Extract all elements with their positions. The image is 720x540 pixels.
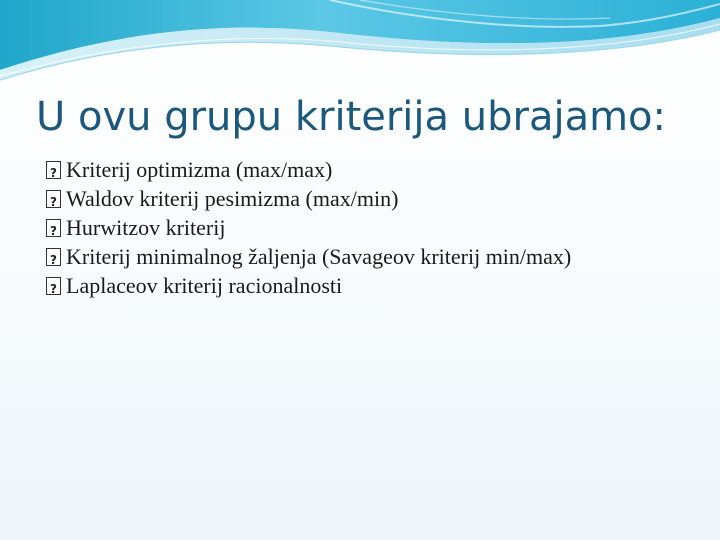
- missing-glyph-icon: [46, 190, 61, 208]
- bullet-text: Kriterij minimalnog žaljenja (Savageov kriterij min/max): [66, 244, 572, 269]
- missing-glyph-icon: [46, 248, 61, 266]
- bullet-text: Hurwitzov kriterij: [66, 215, 226, 240]
- bullet-text: Kriterij optimizma (max/max): [66, 157, 333, 182]
- list-item: [46, 185, 666, 213]
- missing-glyph-icon: [46, 161, 61, 179]
- list-item: [46, 214, 666, 242]
- decorative-wave-header: [0, 0, 720, 90]
- list-item: [46, 156, 666, 184]
- bullet-text: Waldov kriterij pesimizma (max/min): [66, 186, 399, 211]
- bullet-list: [46, 156, 666, 301]
- missing-glyph-icon: [46, 219, 61, 237]
- missing-glyph-icon: [46, 277, 61, 295]
- list-item: [46, 243, 666, 271]
- slide-title: U ovu grupu kriterija ubrajamo:: [36, 94, 666, 140]
- list-item: [46, 272, 666, 300]
- bullet-text: Laplaceov kriterij racionalnosti: [66, 273, 343, 298]
